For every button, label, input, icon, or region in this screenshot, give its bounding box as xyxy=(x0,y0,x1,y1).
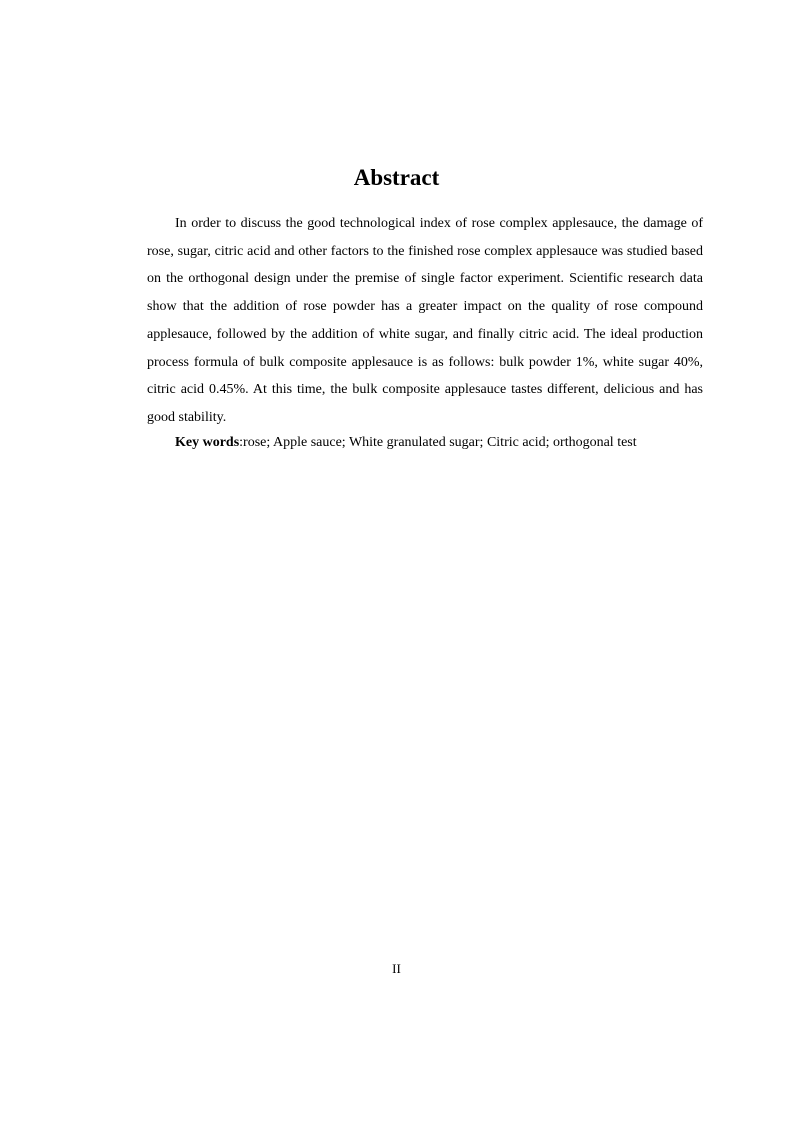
page-number: II xyxy=(392,961,401,976)
page-title: Abstract xyxy=(353,165,440,190)
keywords-label: Key words xyxy=(175,435,240,450)
keywords-line xyxy=(147,429,703,457)
keywords-text: :rose; Apple sauce; White granulated sugar; Citric acid; orthogonal test xyxy=(239,435,637,450)
abstract-paragraph: In order to discuss the good technological index of rose complex applesauce, the damage of rose, sugar, citric acid and other factors to the finished rose complex applesauce was studied based on the orthogonal design under the premise of single factor experiment. Scientific research data show that the addition of rose powder has a greater impact on the quality of rose compound applesauce, followed by the addition of white sugar, and finally citric acid. The ideal production process formula of bulk composite applesauce is as follows: bulk powder 1%, white sugar 40%, citric acid 0.45%. At this time, the bulk composite applesauce tastes different, delicious and has good stability. xyxy=(147,216,703,425)
